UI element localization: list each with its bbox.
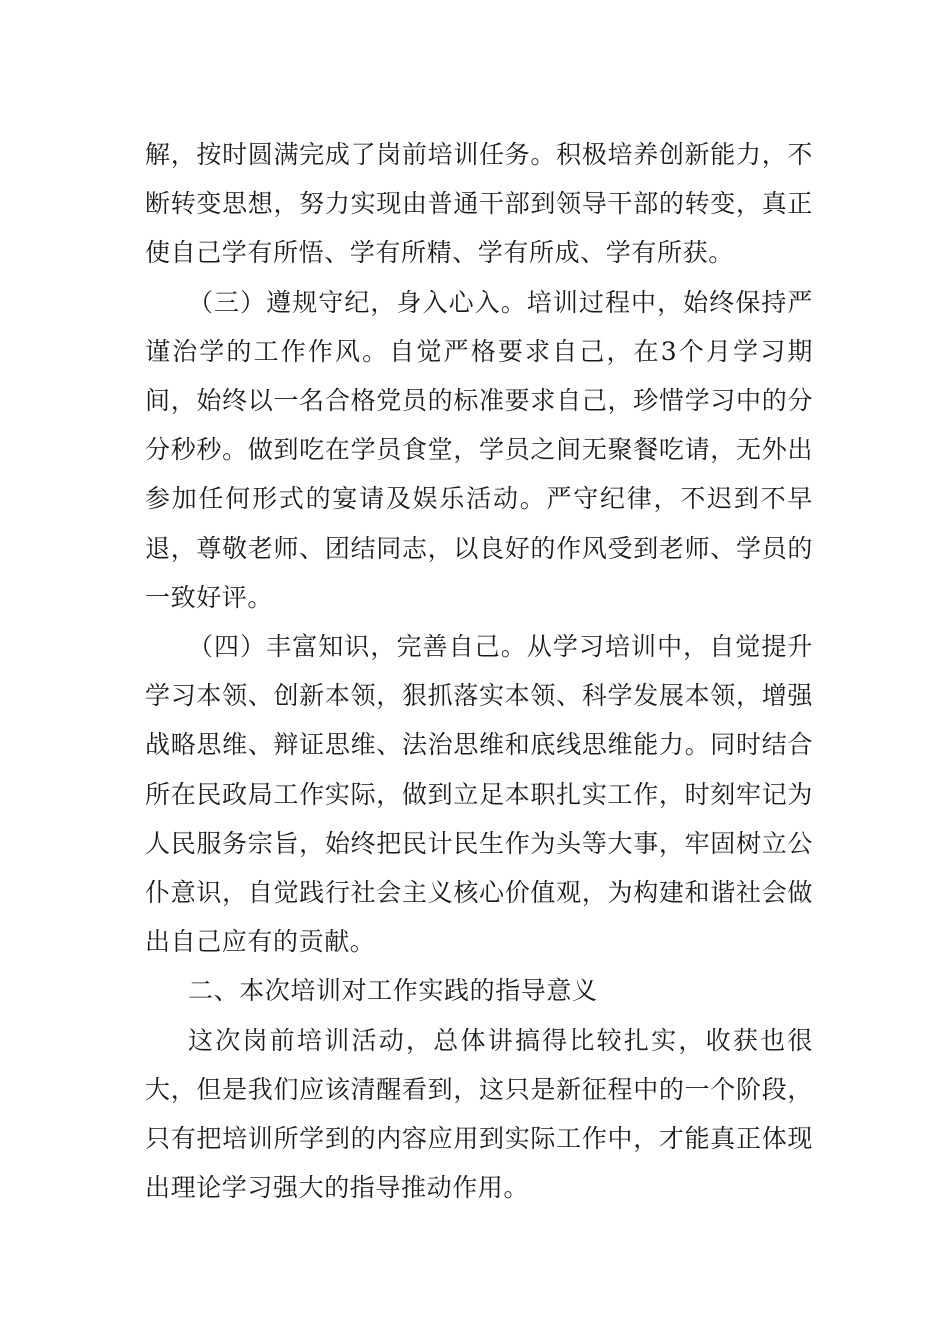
paragraph-guidance: 这次岗前培训活动，总体讲搞得比较扎实，收获也很大，但是我们应该清醒看到，这只是新征程中的一个阶段，只有把培训所学到的内容应用到实际工作中，才能真正体现出理论学习强大的指导推动作用。 — [145, 1025, 813, 1203]
paragraph-section-three: （三）遵规守纪，身入心入。培训过程中，始终保持严谨治学的工作作风。自觉严格要求自己，在3个月学习期间，始终以一名合格党员的标准要求自己，珍惜学习中的分分秒秒。做到吃在学员食堂，学员之间无聚餐吃请，无外出参加任何形式的宴请及娱乐活动。严守纪律，不迟到不早退，尊敬老师、团结同志，以良好的作风受到老师、学员的一致好评。 — [145, 287, 813, 612]
paragraph-section-four: （四）丰富知识，完善自己。从学习培训中，自觉提升学习本领、创新本领，狠抓落实本领、科学发展本领，增强战略思维、辩证思维、法治思维和底线思维能力。同时结合所在民政局工作实际，做到立足本职扎实工作，时刻牢记为人民服务宗旨，始终把民计民生作为头等大事，牢固树立公仆意识，自觉践行社会主义核心价值观，为构建和谐社会做出自己应有的贡献。 — [145, 632, 813, 957]
document-body — [145, 130, 813, 1212]
section-heading-two: 二、本次培训对工作实践的指导意义 — [188, 976, 598, 1006]
paragraph-continuation: 解，按时圆满完成了岗前培训任务。积极培养创新能力，不断转变思想，努力实现由普通干部到领导干部的转变，真正使自己学有所悟、学有所精、学有所成、学有所获。 — [145, 140, 813, 268]
